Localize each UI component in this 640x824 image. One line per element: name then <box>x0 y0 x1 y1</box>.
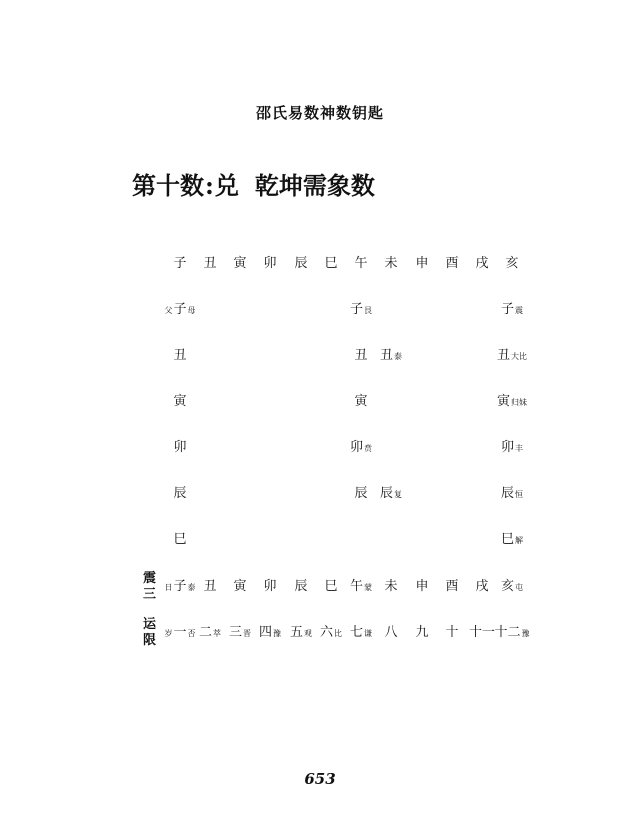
cell-suffix: 艮 <box>364 306 373 315</box>
cell-text: 子 <box>173 579 187 594</box>
grid-cell <box>350 440 372 457</box>
grid-cell <box>501 302 523 319</box>
book-header: 邵氏易数神数钥匙 <box>255 104 384 122</box>
cell-prefix: 日 <box>164 583 173 592</box>
grid-cell <box>164 302 195 319</box>
cell-suffix: 震 <box>515 306 524 315</box>
yun-row-cell <box>384 625 397 641</box>
grid-cell <box>354 394 367 410</box>
grid-cell <box>501 532 523 549</box>
column-header: 戌 <box>475 256 489 271</box>
title-trigram: 兑 <box>214 171 239 200</box>
column-header: 子 <box>173 256 187 271</box>
cell-text: 寅 <box>354 394 368 409</box>
cell-text: 八 <box>384 625 398 640</box>
cell-text: 辰 <box>500 486 515 501</box>
cell-text: 辰 <box>379 486 394 501</box>
cell-text: 酉 <box>445 579 459 594</box>
chapter-title <box>132 166 375 201</box>
cell-text: 三 <box>228 625 243 640</box>
grid-cell <box>497 394 527 411</box>
cell-suffix: 丰 <box>515 444 524 453</box>
title-colon: : <box>205 171 214 200</box>
cell-text: 巳 <box>500 532 515 547</box>
cell-text: 卯 <box>173 440 187 455</box>
cell-suffix: 泰 <box>394 352 403 361</box>
grid-cell <box>173 348 186 364</box>
grid-cell <box>350 302 372 319</box>
page-number: 653 <box>304 770 336 788</box>
cell-text: 卯 <box>263 579 277 594</box>
cell-prefix: 岁 <box>164 629 173 638</box>
zhen-row-cell <box>233 579 246 595</box>
cell-text: 丑 <box>173 348 187 363</box>
cell-suffix: 观 <box>304 629 313 638</box>
cell-suffix: 否 <box>187 629 196 638</box>
column-header: 午 <box>354 256 368 271</box>
grid-cell <box>380 348 402 365</box>
yun-row-cell <box>469 625 495 641</box>
cell-text: 十一 <box>468 625 496 640</box>
cell-suffix: 屯 <box>515 583 524 592</box>
cell-text: 卯 <box>349 440 364 455</box>
column-header: 亥 <box>505 256 519 271</box>
cell-text: 十二 <box>494 625 521 640</box>
cell-text: 四 <box>258 625 273 640</box>
zhen-label-char: 三 <box>143 587 157 602</box>
yun-row-cell <box>320 625 342 642</box>
zhen-row-cell <box>445 579 458 595</box>
cell-suffix: 比 <box>334 629 343 638</box>
cell-prefix: 父 <box>164 306 173 315</box>
cell-suffix: 谦 <box>364 629 373 638</box>
zhen-row-cell <box>384 579 397 595</box>
zhen-row-cell <box>294 579 307 595</box>
grid-cell <box>501 486 523 503</box>
cell-text: 子 <box>349 302 364 317</box>
column-header: 丑 <box>203 256 217 271</box>
cell-text: 辰 <box>294 579 308 594</box>
yun-row-cell <box>290 625 312 642</box>
yun-row-cell <box>415 625 428 641</box>
grid-cell <box>380 486 402 503</box>
zhen-row-cell <box>203 579 216 595</box>
cell-text: 丑 <box>496 348 511 363</box>
cell-suffix: 泰 <box>187 583 196 592</box>
cell-text: 寅 <box>233 579 247 594</box>
cell-text: 五 <box>289 625 304 640</box>
cell-text: 寅 <box>496 394 511 409</box>
cell-text: 辰 <box>173 486 187 501</box>
cell-text: 丑 <box>203 579 217 594</box>
cell-suffix: 恒 <box>515 490 524 499</box>
column-header: 申 <box>415 256 429 271</box>
cell-suffix: 萃 <box>213 629 222 638</box>
cell-text: 卯 <box>500 440 515 455</box>
cell-suffix: 晋 <box>243 629 252 638</box>
yun-row-cell <box>494 625 529 642</box>
cell-text: 一 <box>173 625 187 640</box>
grid-cell <box>173 394 186 410</box>
zhen-row-cell <box>475 579 488 595</box>
cell-text: 未 <box>384 579 398 594</box>
yun-row-cell <box>164 625 195 642</box>
column-header: 酉 <box>445 256 459 271</box>
cell-suffix: 蒙 <box>364 583 373 592</box>
cell-text: 辰 <box>354 486 368 501</box>
zhen-label <box>143 571 157 603</box>
grid-cell <box>501 440 523 457</box>
yun-label <box>143 617 157 649</box>
cell-text: 十 <box>445 625 459 640</box>
column-header: 卯 <box>263 256 277 271</box>
column-header: 巳 <box>324 256 338 271</box>
cell-suffix: 归妹 <box>511 398 528 407</box>
cell-suffix: 豫 <box>273 629 282 638</box>
grid-cell <box>173 486 186 502</box>
yun-row-cell <box>350 625 372 642</box>
cell-text: 巳 <box>324 579 338 594</box>
zhen-label-char: 震 <box>143 571 157 586</box>
zhen-row-cell <box>350 579 372 596</box>
cell-suffix: 大比 <box>511 352 528 361</box>
grid-cell <box>354 348 367 364</box>
title-prefix: 第十数 <box>132 171 204 200</box>
cell-text: 巳 <box>173 532 187 547</box>
cell-text: 亥 <box>500 579 515 594</box>
cell-text: 寅 <box>173 394 187 409</box>
cell-text: 子 <box>173 302 187 317</box>
cell-text: 九 <box>415 625 429 640</box>
grid-cell <box>354 486 367 502</box>
yun-row-cell <box>259 625 281 642</box>
cell-text: 子 <box>500 302 515 317</box>
cell-suffix: 复 <box>394 490 403 499</box>
zhen-row-cell <box>501 579 523 596</box>
title-subtitle: 乾坤需象数 <box>254 171 375 200</box>
cell-text: 申 <box>415 579 429 594</box>
cell-suffix: 母 <box>187 306 196 315</box>
grid-cell <box>173 532 186 548</box>
cell-text: 六 <box>319 625 334 640</box>
cell-suffix: 贲 <box>364 444 373 453</box>
cell-text: 丑 <box>379 348 394 363</box>
cell-text: 戌 <box>475 579 489 594</box>
zhen-row-cell <box>164 579 195 596</box>
yun-row-cell <box>445 625 458 641</box>
grid-cell <box>173 440 186 456</box>
cell-text: 二 <box>198 625 213 640</box>
yun-row-cell <box>229 625 251 642</box>
column-header: 辰 <box>294 256 308 271</box>
column-header: 寅 <box>233 256 247 271</box>
yun-row-cell <box>199 625 221 642</box>
zhen-row-cell <box>415 579 428 595</box>
cell-text: 七 <box>349 625 364 640</box>
column-header: 未 <box>384 256 398 271</box>
zhen-row-cell <box>263 579 276 595</box>
cell-text: 午 <box>349 579 364 594</box>
yun-label-char: 限 <box>143 633 157 648</box>
cell-suffix: 豫 <box>521 629 530 638</box>
zhen-row-cell <box>324 579 337 595</box>
cell-suffix: 解 <box>515 536 524 545</box>
cell-text: 丑 <box>354 348 368 363</box>
yun-label-char: 运 <box>143 617 157 632</box>
grid-cell <box>497 348 527 365</box>
